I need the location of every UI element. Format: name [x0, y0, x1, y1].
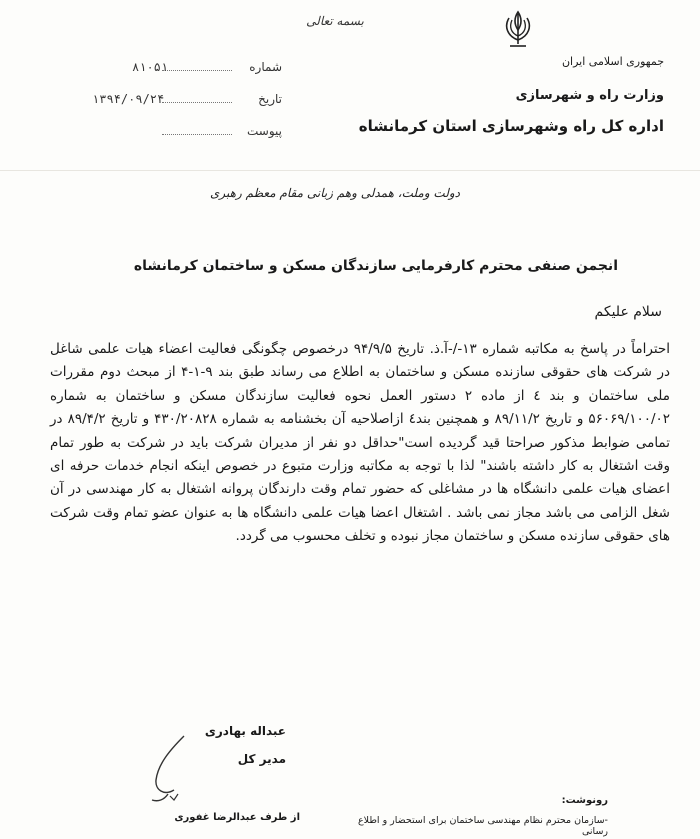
attachment-dots — [162, 134, 232, 135]
number-label: شماره — [249, 60, 282, 74]
greeting: سلام علیکم — [594, 304, 662, 320]
cc-recipient: -سازمان محترم نظام مهندسی ساختمان برای استحضار و اطلاع رسانی — [358, 815, 608, 837]
recipient: انجمن صنفی محترم کارفرمایی سازندگان مسکن و ساختمان کرمانشاه — [133, 258, 618, 274]
slogan: دولت وملت، همدلی وهم زبانی مقام معظم رهبری — [210, 186, 460, 200]
bismillah: بسمه تعالی — [306, 14, 364, 28]
department-name: اداره کل راه وشهرسازی استان کرمانشاه — [358, 117, 664, 135]
letter-date-row — [92, 92, 282, 108]
number-dots — [162, 70, 232, 71]
ministry-name: وزارت راه و شهرسازی — [515, 88, 664, 103]
iran-emblem-icon — [498, 8, 538, 52]
attachment-label: پیوست — [247, 124, 282, 138]
cc-label: رونوشت: — [561, 795, 608, 806]
signer-name: عبداله بهادری — [204, 724, 286, 738]
date-label: تاریخ — [258, 92, 282, 106]
signer-title: مدیر کل — [237, 752, 286, 766]
handwritten-signature — [140, 730, 200, 810]
number-value: ۸۱۰۵۱ — [132, 60, 169, 74]
on-behalf-note: از طرف عبدالرضا غفوری — [174, 812, 300, 823]
date-dots — [162, 102, 232, 103]
letter-number-row — [92, 60, 282, 76]
fold-line — [0, 170, 700, 171]
date-value: ۱۳۹۴/۰۹/۲۴ — [92, 92, 165, 106]
letter-body: احتراماً در پاسخ به مکاتبه شماره ۱۳-/-آ.ذ. تاریخ ۹۴/۹/۵ درخصوص چگونگی فعالیت اعضاء هیات علمی شاغل در شرکت های حقوقی سازنده مسکن و ساختمان به اطلاع می رساند طبق بند ۹-۱-۴ از مبحث دوم مقررات ملی ساختمان و بند ٤ از ماده ۲ دستور العمل نحوه فعالیت سازندگان مسکن و ساختمان به شماره ۵۶۰۶۹/۱۰۰/۰۲ و تاریخ ۸۹/۱۱/۲ و همچنین بند٤ ازاصلاحیه آن بخشنامه به شماره ۴۳۰/۲۰۸۲۸ و تاریخ ۸۹/۴/۲ در تمامی ضوابط مذکور صراحتا قید گردیده است"حداقل دو نفر از مدیران شرکت باید در شرکت به طور تمام وقت اشتغال به کار داشته باشند" لذا با توجه به مکاتبه وزارت متبوع در خصوص اینکه انجام خدمات حرفه ای اعضای هیات علمی دانشگاه ها در مشاغلی که حضور تمام وقت دارندگان پروانه اشتغال به کار مهندسی در آن شغل الزامی می باشد مجاز نمی باشد . اشتغال اعضا هیات علمی دانشگاه ها به عنوان عضو تمام وقت شرکت های حقوقی سازنده مسکن و ساختمان مجاز نبوده و تخلف محسوب می گردد. — [50, 341, 670, 545]
country-name: جمهوری اسلامی ایران — [561, 55, 664, 68]
attachment-row — [92, 124, 282, 140]
